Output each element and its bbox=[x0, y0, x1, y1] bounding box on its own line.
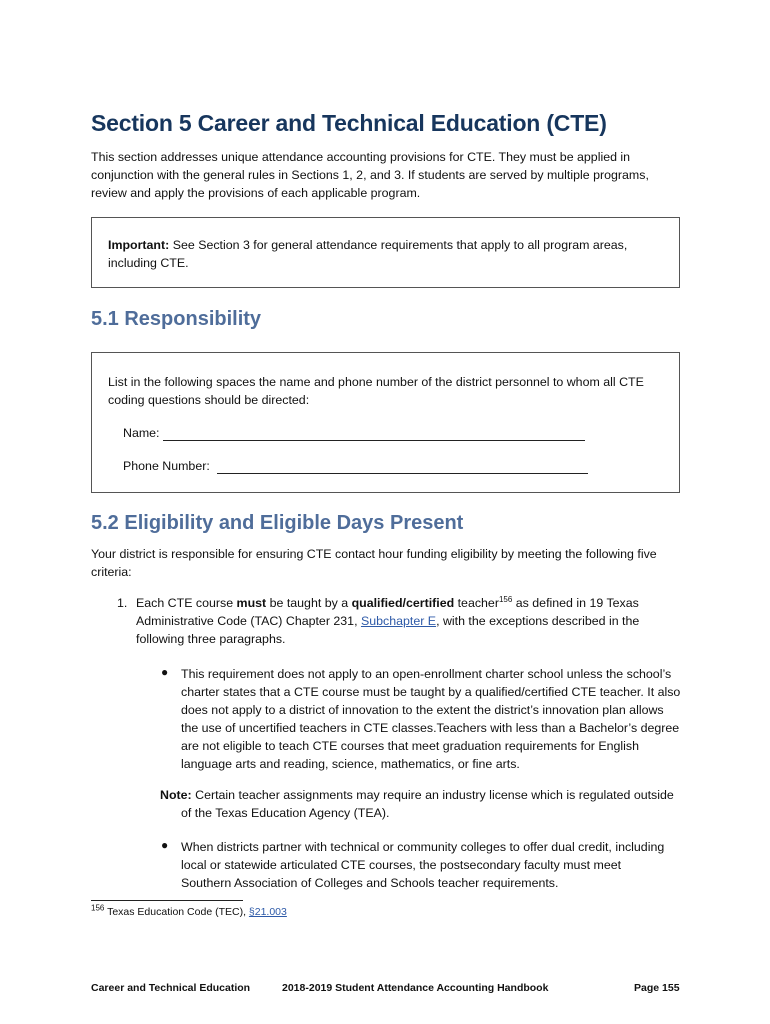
footer-center: 2018-2019 Student Attendance Accounting Handbook bbox=[282, 982, 549, 994]
important-body: See Section 3 for general attendance requirements that apply to all program areas, including CTE. bbox=[108, 238, 628, 270]
footer-page-number: Page 155 bbox=[634, 982, 680, 994]
phone-label: Phone Number: bbox=[123, 459, 210, 473]
item-1-part: teacher bbox=[454, 596, 499, 610]
footnote-156 bbox=[91, 903, 287, 918]
subchapter-e-link[interactable]: Subchapter E bbox=[360, 614, 437, 628]
section-intro: This section addresses unique attendance accounting provisions for CTE. They must be applied in conjunction with the general rules in Sections 1, 2, and 3. If students are served by multiple programs, review and apply the provisions of each applicable program. bbox=[91, 150, 649, 200]
item-1-qualified: qualified/certified bbox=[351, 596, 455, 610]
responsibility-box bbox=[91, 352, 680, 493]
section-title: Section 5 Career and Technical Education (CTE) bbox=[91, 110, 607, 136]
item-1-part: , with the exceptions described in the following three paragraphs. bbox=[136, 614, 640, 646]
name-input-line[interactable] bbox=[163, 440, 585, 441]
tec-21003-link[interactable]: §21.003 bbox=[248, 906, 287, 918]
important-box bbox=[91, 217, 680, 288]
note-label: Note: bbox=[160, 788, 192, 802]
bullet-1-text: This requirement does not apply to an open-enrollment charter school unless the school’s charter states that a CTE course must be taught by a qualified/certified CTE teacher. It also does not apply to a district of innovation to the extent the district’s innovation plan allows the use of uncertified teachers in CTE classes.Teachers with less than a Bachelor’s degree are not eligible to teach CTE courses that meet graduation requirements for English language arts and reading, science, mathematics, or fine arts. bbox=[181, 667, 681, 771]
bullet-dot: ● bbox=[161, 838, 169, 852]
phone-input-line[interactable] bbox=[217, 473, 588, 474]
item-1-must: must bbox=[236, 596, 267, 610]
item-1-part: as defined in 19 Texas Administrative Code (TAC) Chapter 231, bbox=[136, 596, 639, 628]
responsibility-heading: 5.1 Responsibility bbox=[91, 308, 262, 330]
footnote-number: 156 bbox=[91, 903, 105, 913]
responsibility-instructions: List in the following spaces the name and phone number of the district personnel to whom all CTE coding questions should be directed: bbox=[108, 375, 644, 407]
note-text bbox=[160, 786, 681, 822]
name-label: Name: bbox=[123, 426, 160, 440]
important-label: Important: bbox=[108, 238, 170, 252]
note-body: Certain teacher assignments may require an industry license which is regulated outside of the Texas Education Agency (TEA). bbox=[181, 788, 674, 820]
eligibility-heading: 5.2 Eligibility and Eligible Days Present bbox=[91, 512, 464, 534]
eligibility-intro: Your district is responsible for ensuring CTE contact hour funding eligibility by meeting the following five criteria: bbox=[91, 547, 657, 579]
important-text bbox=[108, 236, 663, 272]
bullet-2-text: When districts partner with technical or community colleges to offer dual credit, including local or statewide articulated CTE courses, the postsecondary faculty must meet Southern Association of Colleges and Schools teacher requirements. bbox=[181, 840, 665, 890]
footnote-text: Texas Education Code (TEC), bbox=[104, 906, 249, 918]
bullet-dot: ● bbox=[161, 665, 169, 679]
item-1-number: 1. bbox=[117, 596, 128, 610]
footnote-separator bbox=[91, 900, 243, 901]
item-1-part: Each CTE course bbox=[136, 596, 237, 610]
footnote-ref-156[interactable]: 156 bbox=[498, 594, 513, 604]
item-1-text bbox=[136, 594, 666, 648]
item-1-part: be taught by a bbox=[266, 596, 352, 610]
footer-left: Career and Technical Education bbox=[91, 982, 251, 994]
